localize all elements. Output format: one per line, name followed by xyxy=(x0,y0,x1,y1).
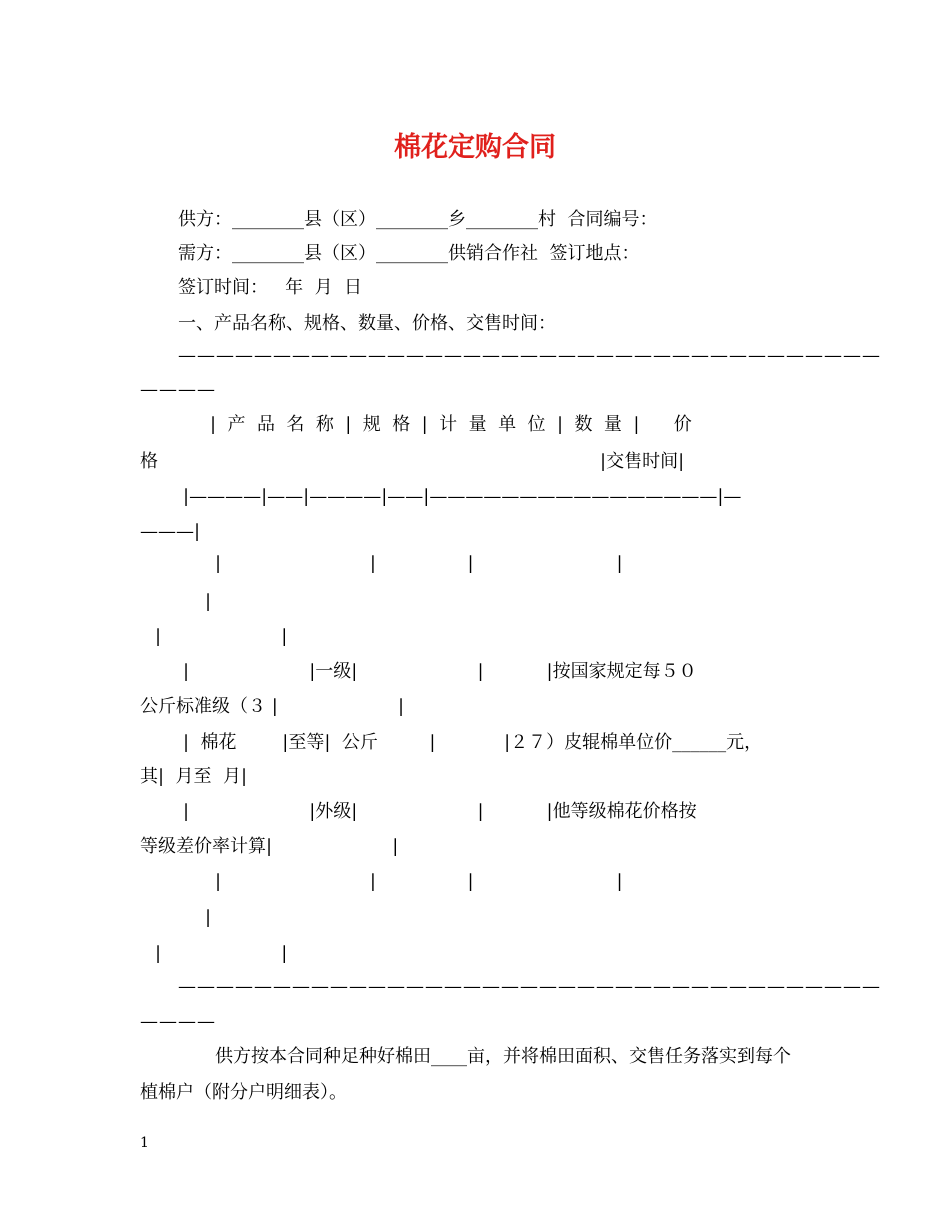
table-row-grade1-cont: 公斤标准级（３ | | xyxy=(140,696,405,717)
paragraph-line-1: 供方按本合同种足种好棉田____亩，并将棉田面积、交售任务落实到每个 xyxy=(215,1046,791,1067)
table-row-grade3-cont: 等级差价率计算| | xyxy=(140,836,399,857)
table-blank-row-2-cont2: | | xyxy=(155,943,288,964)
supplier-line: 供方：________县（区）________乡________村 合同编号： xyxy=(178,209,658,230)
page-number: 1 xyxy=(140,1135,149,1151)
table-separator: |————|——|————|——|————————————————|— xyxy=(183,486,742,507)
table-header-delivery: |交售时间| xyxy=(600,451,685,472)
table-separator-cont: ———| xyxy=(140,521,201,542)
table-blank-row-cont: | xyxy=(205,591,212,612)
signing-date-line: 签订时间： 年 月 日 xyxy=(178,277,363,298)
table-header-row: | 产 品 名 称 | 规 格 | 计 量 单 位 | 数 量 | 价 xyxy=(210,414,692,435)
table-blank-row-2-cont: | xyxy=(205,907,212,928)
table-row-grade3: | |外级| | |他等级棉花价格按 xyxy=(183,801,697,822)
buyer-line: 需方：________县（区）________供销合作社 签订地点： xyxy=(178,243,640,264)
table-row-grade2-cont: 其| 月至 月| xyxy=(140,766,248,787)
table-rule-bottom-cont: ———— xyxy=(140,1011,216,1032)
table-row-grade2: | 棉花 |至等| 公斤 | |２７）皮辊棉单位价______元， xyxy=(183,732,763,753)
table-row-grade1: | |一级| | |按国家规定每５０ xyxy=(183,661,697,682)
table-rule-top-cont: ———— xyxy=(140,379,216,400)
document-title: 棉花定购合同 xyxy=(394,132,556,163)
table-blank-row: | | | | xyxy=(215,553,623,574)
paragraph-line-2: 植棉户（附分户明细表）。 xyxy=(140,1082,347,1103)
section-heading: 一、产品名称、规格、数量、价格、交售时间： xyxy=(178,313,556,334)
table-blank-row-cont2: | | xyxy=(155,626,288,647)
table-rule-top: ————————————————————————————————————— xyxy=(178,345,881,366)
table-blank-row-2: | | | | xyxy=(215,871,623,892)
table-rule-bottom: ————————————————————————————————————— xyxy=(178,976,881,997)
table-header-cont: 格 xyxy=(140,451,158,472)
